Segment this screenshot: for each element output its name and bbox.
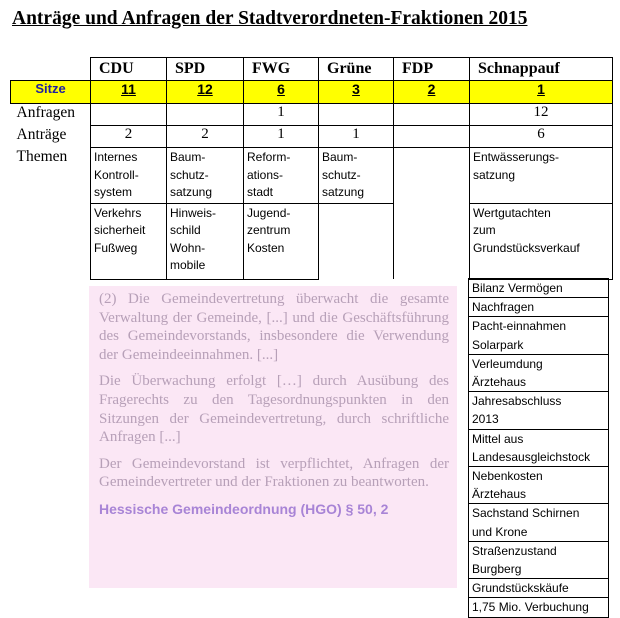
thema-fdp-2 — [394, 203, 470, 279]
thema-fwg-1: Reform- ations- stadt — [244, 148, 319, 204]
schnappauf-topic: Sachstand Schirnen und Krone — [469, 503, 608, 540]
anfragen-gruene — [319, 104, 394, 126]
page-title: Anträge und Anfragen der Stadtverordneten-Fraktionen 2015 — [12, 8, 528, 29]
thema-gruene-1: Baum- schutz- satzung — [319, 148, 394, 204]
party-fwg: FWG — [244, 58, 319, 81]
anfragen-cdu — [91, 104, 167, 126]
thema-cdu-2: Verkehrs sicherheit Fußweg — [91, 203, 167, 279]
schnappauf-topic: Bilanz Vermögen — [469, 278, 608, 297]
sitze-schnappauf: 1 — [470, 81, 613, 104]
thema-fwg-2: Jugend- zentrum Kosten — [244, 203, 319, 279]
party-spd: SPD — [167, 58, 244, 81]
party-schnappauf: Schnappauf — [470, 58, 613, 81]
party-gruene: Grüne — [319, 58, 394, 81]
row-label-antraege: Anträge — [16, 125, 67, 143]
schnappauf-topic: Grundstückskäufe — [469, 578, 608, 597]
thema-schnappauf-1: Entwässerungs- satzung — [470, 148, 613, 204]
schnappauf-topic: Nachfragen — [469, 297, 608, 316]
quote-paragraph-2: Die Überwachung erfolgt […] durch Ausübung des Fragerechts zu den Tagesordnungspunkten in den Sitzungen der Gemeindevertretung, durch schriftliche Anfragen [...] — [99, 373, 449, 446]
thema-cdu-1: Internes Kontroll- system — [91, 148, 167, 204]
anfragen-row — [11, 104, 613, 126]
antraege-fdp — [394, 126, 470, 148]
quote-source: Hessische Gemeindeordnung (HGO) § 50, 2 — [99, 500, 389, 517]
row-label-themen: Themen — [16, 147, 68, 165]
anfragen-fdp — [394, 104, 470, 126]
anfragen-schnappauf: 12 — [470, 104, 613, 126]
antraege-fwg: 1 — [244, 126, 319, 148]
schnappauf-topic: Jahresabschluss 2013 — [469, 391, 608, 428]
schnappauf-topic: Verleumdung Ärztehaus — [469, 354, 608, 391]
header-empty-cell — [11, 58, 91, 81]
sitze-cdu: 11 — [91, 81, 167, 104]
sitze-fwg: 6 — [244, 81, 319, 104]
schnappauf-topic: Pacht-einnahmen Solarpark — [469, 316, 608, 353]
fraktionen-table — [10, 57, 613, 280]
thema-gruene-2 — [319, 203, 394, 279]
party-header-row — [11, 58, 613, 81]
row-label-anfragen: Anfragen — [16, 104, 76, 121]
themen-row-1 — [11, 148, 613, 204]
quote-paragraph-1: (2) Die Gemeindevertretung überwacht die gesamte Verwaltung der Gemeinde, [...] und die Geschäftsführung des Gemeindevorstands, insbesondere die Verwendung der Gemeindeeinnahmen. [...] — [99, 291, 449, 363]
sitze-gruene: 3 — [319, 81, 394, 104]
sitze-row — [11, 81, 613, 104]
schnappauf-topic: 1,75 Mio. Verbuchung — [469, 597, 608, 616]
party-fdp: FDP — [394, 58, 470, 81]
anfragen-fwg: 1 — [244, 104, 319, 126]
sitze-fdp: 2 — [394, 81, 470, 104]
antraege-gruene: 1 — [319, 126, 394, 148]
thema-spd-2: Hinweis- schild Wohn- mobile — [167, 203, 244, 279]
thema-spd-1: Baum- schutz- satzung — [167, 148, 244, 204]
thema-fdp-1 — [394, 148, 470, 204]
schnappauf-topics-list — [468, 278, 609, 618]
hgo-quote-box — [89, 286, 457, 588]
antraege-spd: 2 — [167, 126, 244, 148]
anfragen-spd — [167, 104, 244, 126]
schnappauf-topic: Nebenkosten Ärztehaus — [469, 466, 608, 503]
schnappauf-topic: Mittel aus Landesausgleichstock — [469, 429, 608, 466]
schnappauf-topic: Straßenzustand Burgberg — [469, 541, 608, 578]
antraege-cdu: 2 — [91, 126, 167, 148]
themen-row-2 — [11, 203, 613, 279]
thema-schnappauf-2: Wertgutachten zum Grundstücksverkauf — [470, 203, 613, 279]
sitze-spd: 12 — [167, 81, 244, 104]
row-label-sitze: Sitze — [11, 81, 91, 104]
quote-paragraph-3: Der Gemeindevorstand ist verpflichtet, Anfragen der Gemeindevertreter und der Fraktionen zu beantworten. — [99, 455, 449, 491]
antraege-schnappauf: 6 — [470, 126, 613, 148]
party-cdu: CDU — [91, 58, 167, 81]
antraege-row — [11, 126, 613, 148]
